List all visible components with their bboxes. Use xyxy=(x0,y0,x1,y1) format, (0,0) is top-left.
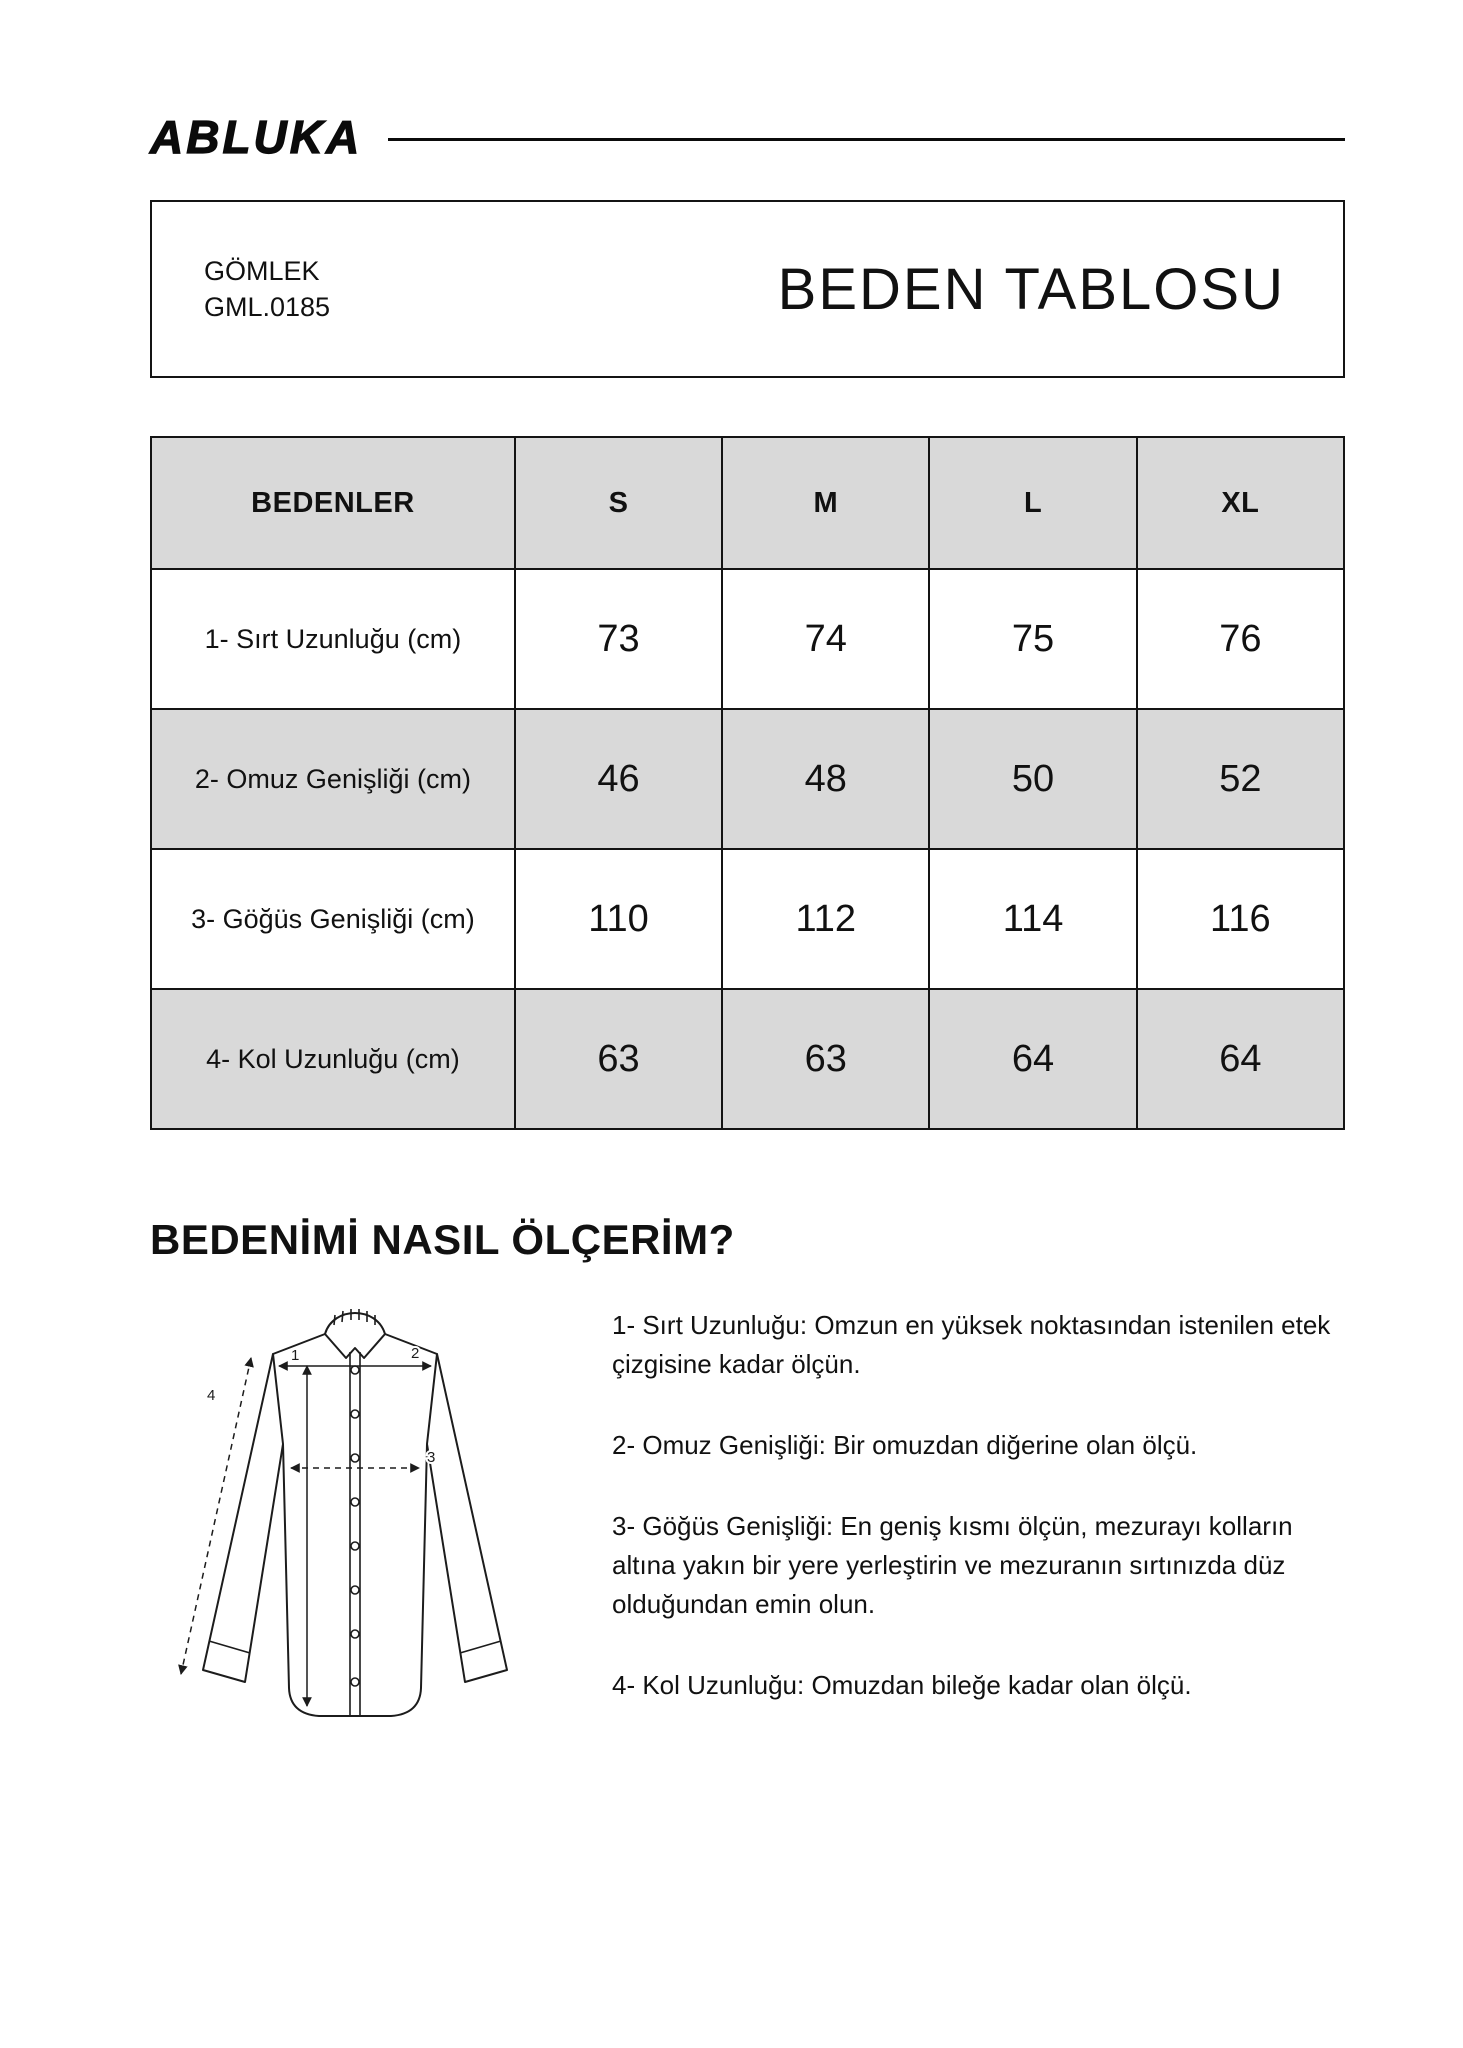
measure-label-3: 3 xyxy=(427,1449,436,1466)
col-header-l: L xyxy=(929,437,1136,569)
size-value: 76 xyxy=(1137,569,1344,709)
product-code: GML.0185 xyxy=(204,292,331,322)
measure-label-1: 1 xyxy=(291,1347,300,1364)
size-value: 114 xyxy=(929,849,1136,989)
shirt-body xyxy=(273,1334,437,1716)
row-label: 1- Sırt Uzunluğu (cm) xyxy=(151,569,515,709)
shirt-line-drawing-icon xyxy=(150,1292,560,1792)
how-to-heading: BEDENİMİ NASIL ÖLÇERİM? xyxy=(150,1216,735,1263)
instruction-shoulder-width: 2- Omuz Genişliği: Bir omuzdan diğerine olan ölçü. xyxy=(612,1430,1198,1460)
instruction-chest-width: 3- Göğüs Genişliği: En geniş kısmı ölçün, mezurayı kolların altına yakın bir yere yerleştirin ve mezuranın sırtınızda düz olduğundan emin olun. xyxy=(612,1511,1293,1619)
size-value: 48 xyxy=(722,709,929,849)
brand-logo: ABLUKA xyxy=(150,111,363,163)
instruction-back-length: 1- Sırt Uzunluğu: Omzun en yüksek noktasından istenilen etek çizgisine kadar ölçün. xyxy=(612,1310,1331,1379)
brand-header xyxy=(150,112,1345,162)
measure-label-2: 2 xyxy=(411,1345,420,1362)
row-label: 2- Omuz Genişliği (cm) xyxy=(151,709,515,849)
size-value: 63 xyxy=(515,989,722,1129)
size-value: 73 xyxy=(515,569,722,709)
row-label: 3- Göğüs Genişliği (cm) xyxy=(151,849,515,989)
row-label: 4- Kol Uzunluğu (cm) xyxy=(151,989,515,1129)
size-value: 75 xyxy=(929,569,1136,709)
table-header-row xyxy=(151,437,1344,569)
table-row-sleeve-length xyxy=(151,989,1344,1129)
size-value: 50 xyxy=(929,709,1136,849)
size-value: 110 xyxy=(515,849,722,989)
col-header-m: M xyxy=(722,437,929,569)
table-row-shoulder-width xyxy=(151,709,1344,849)
right-sleeve xyxy=(427,1354,507,1682)
table-row-back-length xyxy=(151,569,1344,709)
measure-label-4: 4 xyxy=(207,1387,216,1404)
how-to-section xyxy=(150,1216,1345,1792)
col-header-bedenler: BEDENLER xyxy=(151,437,515,569)
size-value: 112 xyxy=(722,849,929,989)
size-table xyxy=(150,436,1345,1130)
page-title: BEDEN TABLOSU xyxy=(777,256,1285,322)
size-value: 52 xyxy=(1137,709,1344,849)
title-box xyxy=(150,200,1345,378)
size-value: 64 xyxy=(929,989,1136,1129)
instruction-sleeve-length: 4- Kol Uzunluğu: Omuzdan bileğe kadar olan ölçü. xyxy=(612,1670,1192,1700)
table-row-chest-width xyxy=(151,849,1344,989)
col-header-xl: XL xyxy=(1137,437,1344,569)
size-value: 74 xyxy=(722,569,929,709)
header-rule xyxy=(388,138,1345,141)
measurement-instructions xyxy=(612,1292,1345,1705)
size-value: 116 xyxy=(1137,849,1344,989)
size-value: 46 xyxy=(515,709,722,849)
shirt-measurement-diagram xyxy=(150,1292,570,1792)
product-type: GÖMLEK xyxy=(204,255,320,286)
size-value: 64 xyxy=(1137,989,1344,1129)
product-info xyxy=(204,253,330,326)
col-header-s: S xyxy=(515,437,722,569)
size-value: 63 xyxy=(722,989,929,1129)
